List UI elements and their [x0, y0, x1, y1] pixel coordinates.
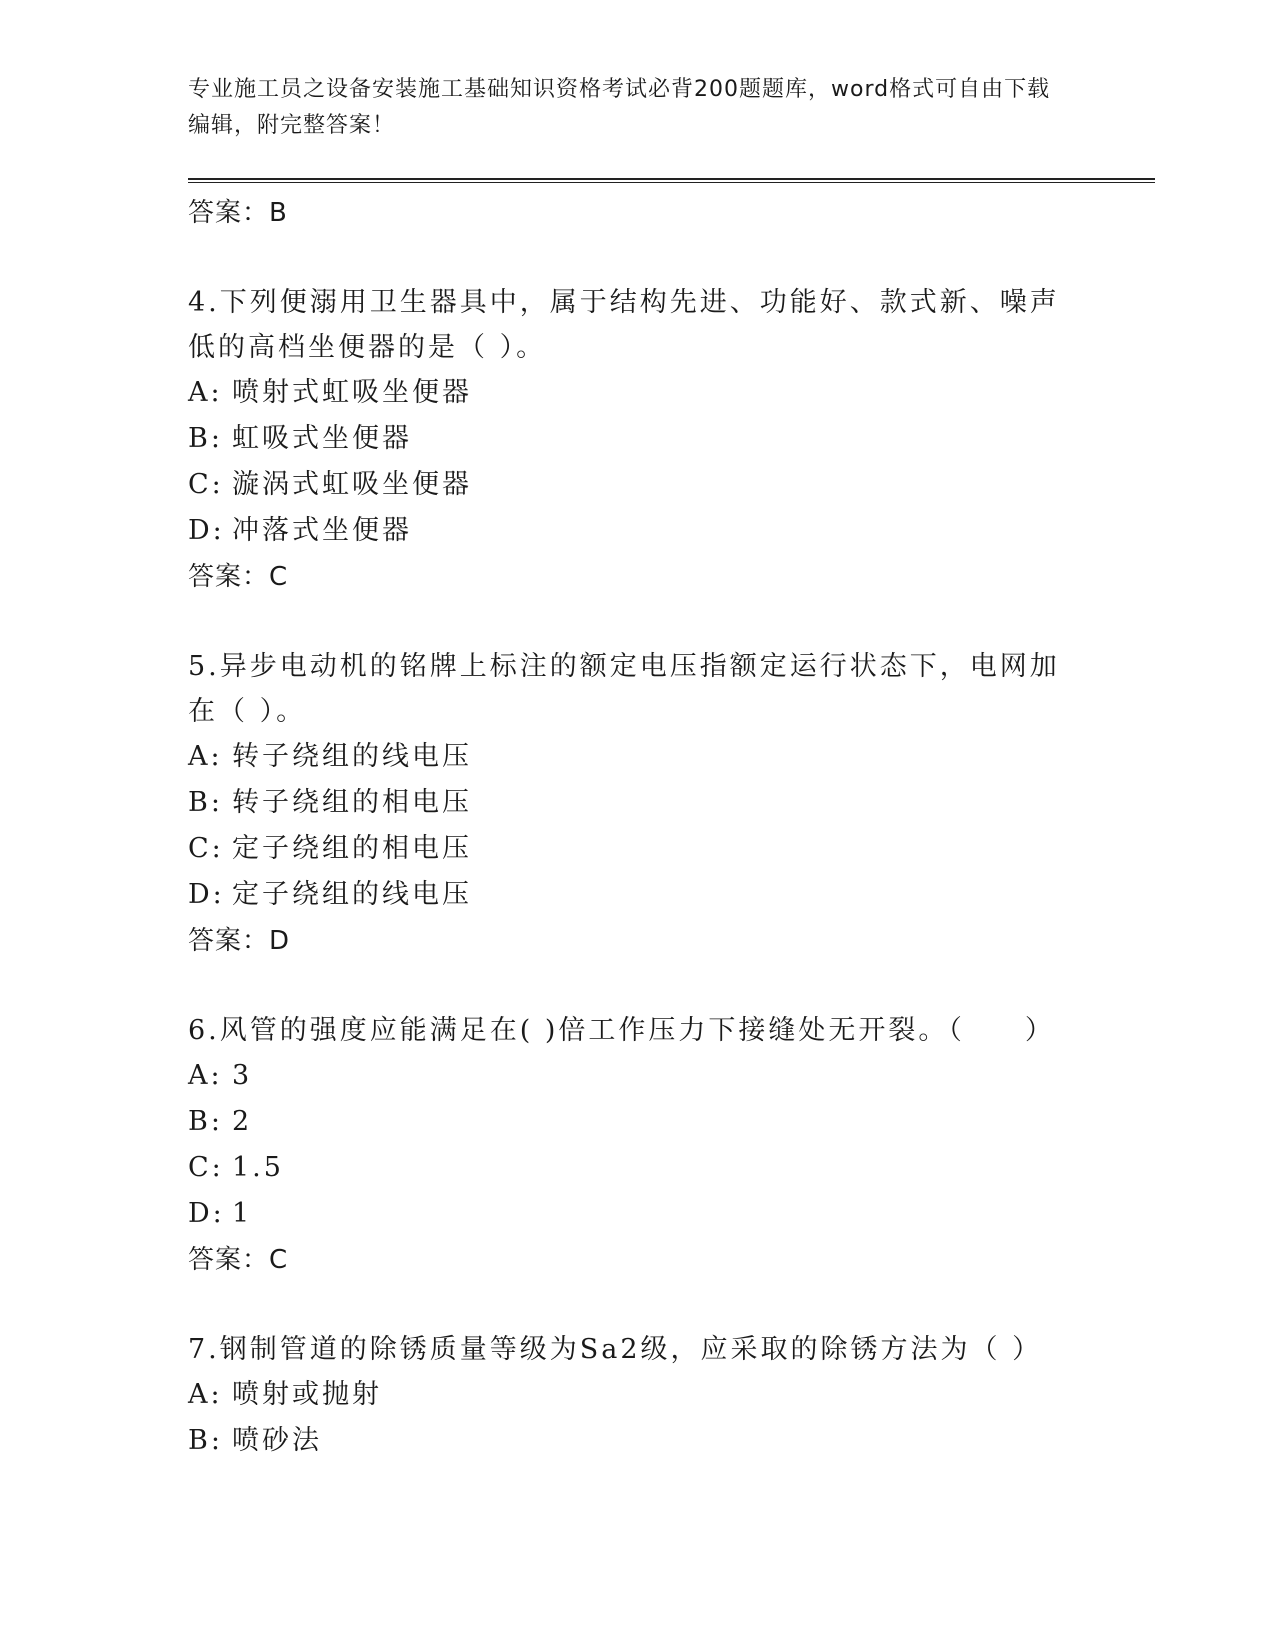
answer-line: 答案：C	[188, 1245, 289, 1275]
question-block	[188, 1008, 1088, 1283]
option-text: 虹吸式坐便器	[232, 423, 412, 454]
option-text: 转子绕组的相电压	[232, 787, 472, 818]
answer-line: 答案：B	[188, 198, 288, 228]
document-header: 专业施工员之设备安装施工基础知识资格考试必背200题题库，word格式可自由下载编辑，附完整答案！	[188, 77, 1051, 138]
option-text: 漩涡式虹吸坐便器	[232, 469, 472, 500]
option-text: 1	[232, 1198, 253, 1229]
option-text: 定子绕组的线电压	[232, 879, 472, 910]
option-key: C:	[188, 1152, 224, 1183]
answer-line: 答案：D	[188, 926, 291, 956]
answer-option	[188, 508, 1088, 554]
option-key: B:	[188, 1425, 223, 1456]
answer-option	[188, 416, 1088, 462]
option-key: B:	[188, 1106, 223, 1137]
question-stem: 6.风管的强度应能满足在( )倍工作压力下接缝处无开裂。（ ）	[188, 1015, 1055, 1046]
answer-option	[188, 1099, 1088, 1145]
option-text: 喷砂法	[232, 1425, 322, 1456]
answer-option	[188, 780, 1088, 826]
option-text: 喷射式虹吸坐便器	[232, 377, 472, 408]
question-block	[188, 644, 1088, 964]
option-key: C:	[188, 833, 224, 864]
question-list	[188, 190, 1088, 1464]
question-stem: 5.异步电动机的铭牌上标注的额定电压指额定运行状态下，电网加在（ ）。	[188, 651, 1060, 727]
questions-container	[188, 280, 1088, 1464]
option-key: D:	[188, 1198, 225, 1229]
answer-option	[188, 1053, 1088, 1099]
header-divider-thin	[188, 182, 1155, 183]
option-key: B:	[188, 423, 223, 454]
answer-option	[188, 826, 1088, 872]
answer-option	[188, 1145, 1088, 1191]
answer-option	[188, 462, 1088, 508]
answer-option	[188, 872, 1088, 918]
option-text: 冲落式坐便器	[232, 515, 412, 546]
question-block	[188, 1327, 1088, 1464]
option-text: 转子绕组的线电压	[232, 741, 472, 772]
answer-option	[188, 1372, 1088, 1418]
option-key: A:	[188, 1060, 223, 1091]
answer-option	[188, 370, 1088, 416]
option-text: 喷射或抛射	[232, 1379, 382, 1410]
question-stem: 4.下列便溺用卫生器具中，属于结构先进、功能好、款式新、噪声低的高档坐便器的是（ ）。	[188, 287, 1060, 363]
option-text: 定子绕组的相电压	[232, 833, 472, 864]
option-key: A:	[188, 741, 223, 772]
header-divider	[188, 178, 1155, 180]
option-key: D:	[188, 879, 225, 910]
answer-option	[188, 1191, 1088, 1237]
option-key: A:	[188, 1379, 223, 1410]
answer-line: 答案：C	[188, 562, 289, 592]
question-stem: 7.钢制管道的除锈质量等级为Sa2级，应采取的除锈方法为（ ）	[188, 1334, 1043, 1365]
option-key: D:	[188, 515, 225, 546]
answer-option	[188, 1418, 1088, 1464]
question-block	[188, 280, 1088, 600]
option-key: B:	[188, 787, 223, 818]
option-text: 1.5	[232, 1152, 284, 1183]
option-key: C:	[188, 469, 224, 500]
option-text: 2	[232, 1106, 253, 1137]
answer-option	[188, 734, 1088, 780]
option-key: A:	[188, 377, 223, 408]
option-text: 3	[232, 1060, 253, 1091]
